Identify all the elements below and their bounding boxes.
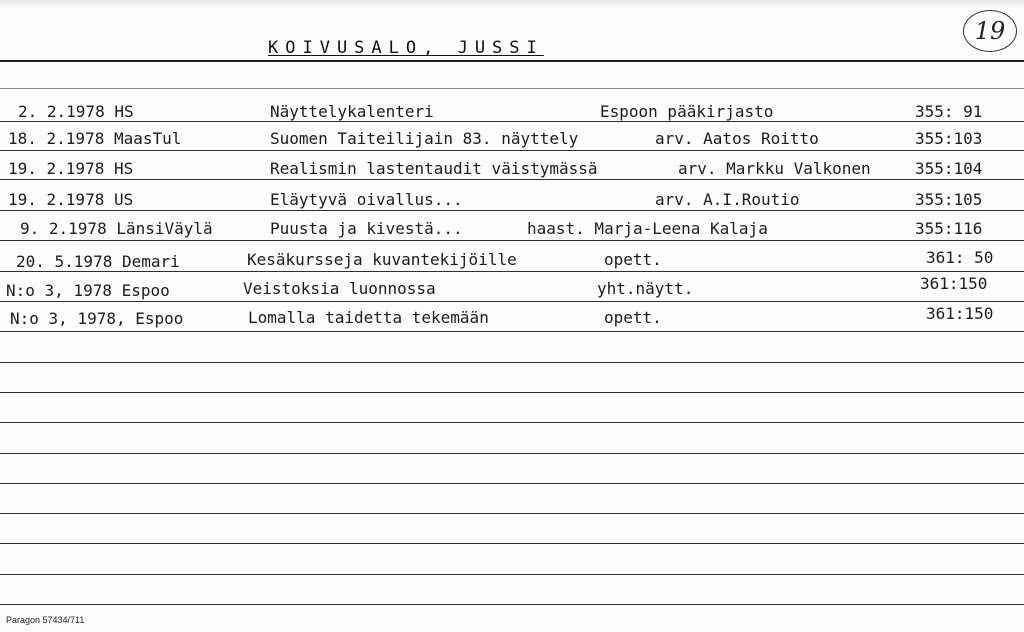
ruled-line bbox=[0, 574, 1024, 575]
entry-note: opett. bbox=[604, 250, 662, 269]
ruled-line bbox=[0, 604, 1024, 605]
ruled-line bbox=[0, 392, 1024, 393]
entry-date: 19. 2.1978 HS bbox=[8, 159, 134, 178]
ruled-line bbox=[0, 240, 1024, 241]
entry-note: opett. bbox=[604, 308, 662, 327]
entry-date: N:o 3, 1978, Espoo bbox=[10, 309, 184, 328]
entry-note: arv. Markku Valkonen bbox=[678, 159, 871, 178]
entry-note: arv. A.I.Routio bbox=[655, 190, 800, 209]
entry-title: Realismin lastentaudit väistymässä bbox=[270, 159, 598, 178]
entry-title: Suomen Taiteilijain 83. näyttely bbox=[270, 129, 579, 148]
card-top-edge bbox=[0, 0, 1024, 8]
entry-note: haast. Marja-Leena Kalaja bbox=[527, 219, 768, 238]
ruled-line bbox=[0, 121, 1024, 122]
card-footer-print: Paragon 57434/711 bbox=[6, 615, 85, 625]
entry-title: Puusta ja kivestä... bbox=[270, 219, 463, 238]
entry-title: Kesäkursseja kuvantekijöille bbox=[247, 250, 517, 269]
ruled-line bbox=[0, 513, 1024, 514]
entry-title: Lomalla taidetta tekemään bbox=[248, 308, 489, 327]
entry-title: Eläytyvä oivallus... bbox=[270, 190, 463, 209]
entry-ref: 355:116 bbox=[915, 219, 983, 238]
ruled-line bbox=[0, 483, 1024, 484]
entry-date: 2. 2.1978 HS bbox=[18, 102, 134, 121]
card-number-circle bbox=[963, 10, 1017, 52]
ruled-line bbox=[0, 88, 1024, 89]
ruled-line bbox=[0, 271, 1024, 272]
ruled-line bbox=[0, 179, 1024, 180]
entry-date: 19. 2.1978 US bbox=[8, 190, 134, 209]
card-person-name: KOIVUSALO, JUSSI bbox=[268, 38, 544, 58]
ruled-line bbox=[0, 150, 1024, 151]
ruled-line bbox=[0, 362, 1024, 363]
entry-note: arv. Aatos Roitto bbox=[655, 129, 819, 148]
header-rule bbox=[0, 60, 1024, 62]
entry-date: 20. 5.1978 Demari bbox=[16, 252, 180, 271]
entry-ref: 355: 91 bbox=[915, 102, 983, 121]
ruled-line bbox=[0, 453, 1024, 454]
entry-ref: 361:150 bbox=[920, 274, 988, 293]
entry-ref: 355:105 bbox=[915, 190, 983, 209]
entry-title: Näyttelykalenteri bbox=[270, 102, 434, 121]
entry-ref: 355:103 bbox=[915, 129, 983, 148]
ruled-line bbox=[0, 210, 1024, 211]
ruled-line bbox=[0, 331, 1024, 332]
entry-ref: 361: 50 bbox=[926, 248, 994, 267]
ruled-line bbox=[0, 301, 1024, 302]
entry-title: Veistoksia luonnossa bbox=[243, 279, 436, 298]
entry-date: 9. 2.1978 LänsiVäylä bbox=[20, 219, 213, 238]
ruled-line bbox=[0, 543, 1024, 544]
ruled-line bbox=[0, 422, 1024, 423]
entry-ref: 355:104 bbox=[915, 159, 983, 178]
entry-date: 18. 2.1978 MaasTul bbox=[8, 129, 182, 148]
entry-date: N:o 3, 1978 Espoo bbox=[6, 281, 170, 300]
entry-ref: 361:150 bbox=[926, 304, 994, 323]
card-number: 19 bbox=[974, 17, 1006, 45]
entry-note: Espoon pääkirjasto bbox=[600, 102, 774, 121]
card-heading bbox=[268, 38, 544, 58]
entry-note: yht.näytt. bbox=[597, 279, 694, 298]
